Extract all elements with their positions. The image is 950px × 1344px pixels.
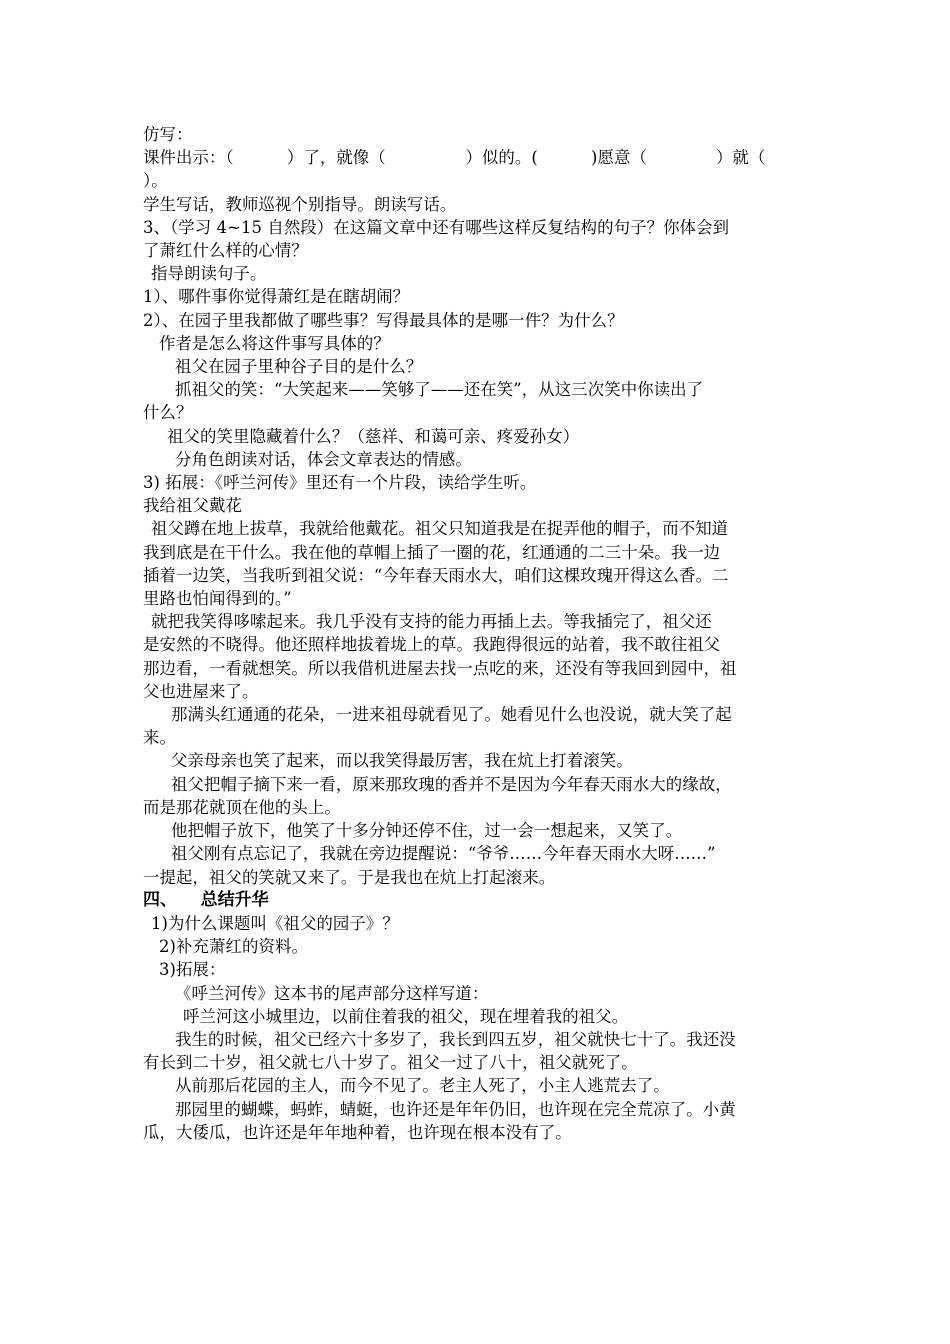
text-line: 祖父把帽子摘下来一看，原来那玫瑰的香并不是因为今年春天雨水大的缘故， (171, 774, 732, 794)
text-line: 父亲母亲也笑了起来，而以我笑得最厉害，我在炕上打着滚笑。 (171, 751, 633, 771)
text-line: 一提起，祖父的笑就又来了。于是我也在炕上打起滚来。 (143, 867, 556, 887)
text-line: 课件出示：（ ）了，就像（ ）似的。( )愿意（ ）就（ (143, 148, 766, 168)
document-page (143, 123, 809, 1144)
text-line: 3、（学习 4~15 自然段）在这篇文章中还有哪些这样反复结构的句子？你体会到 (143, 217, 730, 237)
text-line: 来。 (143, 728, 176, 748)
text-line: 抓祖父的笑：“大笑起来——笑够了——还在笑”，从这三次笑中你读出了 (175, 380, 704, 400)
text-line: 祖父刚有点忘记了，我就在旁边提醒说：“爷爷……今年春天雨水大呀……” (171, 844, 716, 864)
text-line: 2)补充萧红的资料。 (159, 937, 308, 957)
text-line: 那园里的蝴蝶，蚂蚱，蜻蜓，也许还是年年仍旧，也许现在完全荒凉了。小黄 (175, 1099, 736, 1119)
text-line: 祖父的笑里隐藏着什么？（慈祥、和蔼可亲、疼爱孙女） (167, 426, 580, 446)
text-line: 那边看，一看就想笑。所以我借机进屋去找一点吃的来，还没有等我回到园中，祖 (143, 658, 737, 678)
text-line: 3)拓展： (159, 960, 226, 980)
text-line: ）。 (143, 171, 168, 191)
text-line: 我生的时候，祖父已经六十多岁了，我长到四五岁，祖父就快七十了。我还没 (175, 1029, 736, 1049)
text-line: 什么？ (143, 403, 193, 423)
text-line: 瓜，大倭瓜，也许还是年年地种着，也许现在根本没有了。 (143, 1122, 572, 1142)
text-line: 2）、在园子里我都做了哪些事？写得最具体的是哪一件？为什么？ (143, 310, 624, 330)
text-line: 1)为什么课题叫《祖父的园子》？ (151, 913, 399, 933)
text-line: 插着一边笑，当我听到祖父说：“今年春天雨水大，咱们这棵玫瑰开得这么香。二 (143, 565, 729, 585)
text-line: 我到底是在干什么。我在他的草帽上插了一圈的花，红通通的二三十朵。我一边 (143, 542, 721, 562)
text-line: 1）、哪件事你觉得萧红是在瞎胡闹？ (143, 287, 410, 307)
text-line: 里路也怕闻得到的。” (143, 589, 292, 609)
text-line: 《呼兰河传》这本书的尾声部分这样写道： (175, 983, 489, 1003)
text-line: 学生写话，教师巡视个别指导。朗读写话。 (143, 194, 457, 214)
text-line: 祖父在园子里种谷子目的是什么？ (175, 357, 423, 377)
text-line: 他把帽子放下，他笑了十多分钟还停不住，过一会一想起来，又笑了。 (171, 821, 683, 841)
text-line: 作者是怎么将这件事写具体的？ (159, 333, 390, 353)
text-line: 仿写： (143, 125, 193, 144)
text-line: 了萧红什么样的心情？ (143, 241, 308, 261)
text-line: 是安然的不晓得。他还照样地拔着垅上的草。我跑得很远的站着，我不敢往祖父 (143, 635, 721, 655)
text-line: 祖父蹲在地上拔草，我就给他戴花。祖父只知道我是在捉弄他的帽子，而不知道 (151, 519, 729, 539)
text-line: 而是那花就顶在他的头上。 (143, 797, 341, 817)
text-line: 父也进屋来了。 (143, 681, 259, 701)
text-line: 那满头红通通的花朵，一进来祖母就看见了。她看见什么也没说，就大笑了起 (171, 705, 732, 725)
text-line: 3) 拓展：《呼兰河传》里还有一个片段，读给学生听。 (143, 473, 537, 493)
text-line: 有长到二十岁，祖父就七八十岁了。祖父一过了八十，祖父就死了。 (143, 1053, 638, 1073)
text-line: 从前那后花园的主人，而今不见了。老主人死了，小主人逃荒去了。 (175, 1076, 670, 1096)
excerpt-title: 我给祖父戴花 (143, 496, 242, 516)
text-line: 呼兰河这小城里边，以前住着我的祖父，现在埋着我的祖父。 (183, 1006, 629, 1026)
text-line: 就把我笑得哆嗦起来。我几乎没有支持的能力再插上去。等我插完了，祖父还 (151, 612, 712, 632)
text-line: 指导朗读句子。 (151, 264, 267, 284)
section-heading: 四、 总结升华 (143, 889, 269, 910)
text-line: 分角色朗读对话，体会文章表达的情感。 (175, 449, 472, 469)
